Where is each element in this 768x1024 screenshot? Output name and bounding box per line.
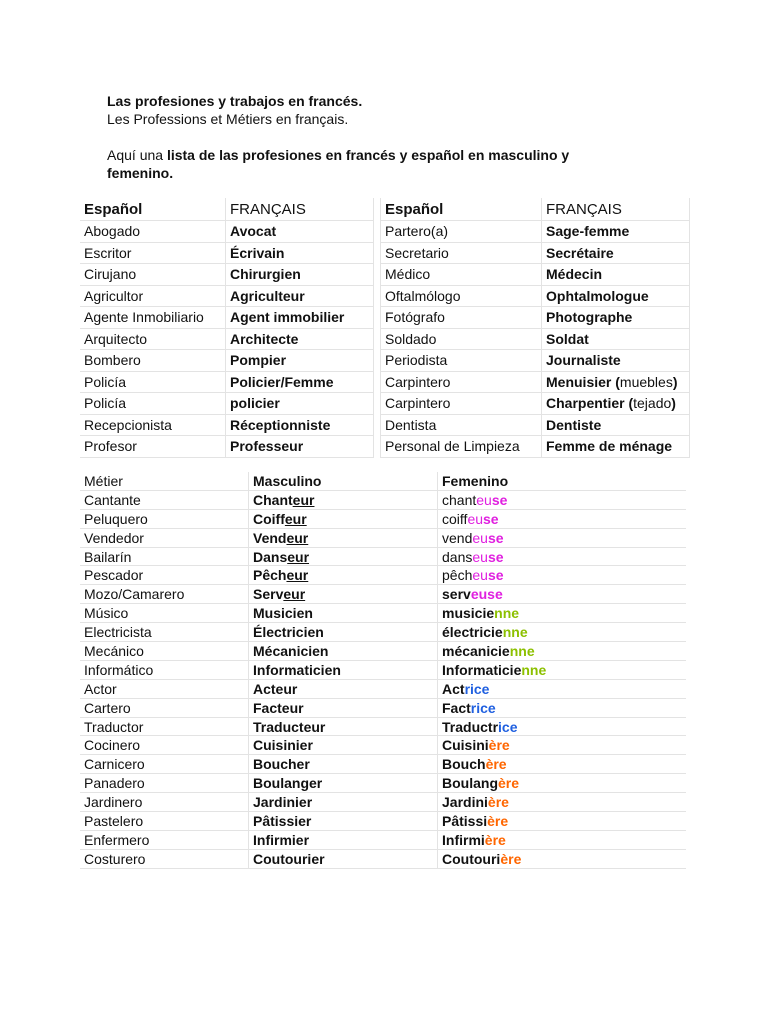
table-cell: Periodista	[381, 350, 542, 372]
table-cell: Chirurgien	[226, 264, 374, 286]
table-cell: Secrétaire	[542, 242, 690, 264]
feminine-stem: électricie	[442, 624, 503, 641]
table-row	[80, 371, 690, 393]
table-header-cell: Métier	[80, 472, 249, 490]
table-row	[80, 623, 686, 642]
column-gap	[374, 371, 381, 393]
spanish-term: Panadero	[80, 774, 249, 793]
table-row	[80, 328, 690, 350]
table-row	[80, 604, 686, 623]
spanish-term: Carnicero	[80, 755, 249, 774]
table-row	[80, 660, 686, 679]
table-header-row	[80, 198, 690, 221]
table-cell-with-note	[542, 393, 690, 415]
feminine-form	[438, 566, 687, 585]
feminine-form	[438, 490, 687, 509]
table-cell: Partero(a)	[381, 221, 542, 243]
spanish-term: Mecánico	[80, 642, 249, 661]
table-cell: Escritor	[80, 242, 226, 264]
table-header-cell: Masculino	[249, 472, 438, 490]
spanish-term: Costurero	[80, 849, 249, 868]
cell-note: tejado	[633, 395, 672, 412]
masculine-ending: eur	[284, 510, 307, 527]
intro-paragraph	[107, 146, 627, 182]
spanish-term: Peluquero	[80, 509, 249, 528]
masculine-stem: Traducteur	[253, 718, 326, 735]
feminine-ending: se	[487, 586, 503, 603]
feminine-stem: coiff	[442, 510, 468, 527]
masculine-form	[249, 698, 438, 717]
feminine-stem: dans	[442, 548, 473, 565]
masculine-form	[249, 849, 438, 868]
masculine-ending: eur	[286, 529, 309, 546]
table-row	[80, 849, 686, 868]
table-cell: Abogado	[80, 221, 226, 243]
table-row	[80, 414, 690, 436]
masculine-stem: Pêch	[253, 567, 287, 584]
professions-table	[80, 198, 690, 458]
table-row	[80, 307, 690, 329]
table-row	[80, 755, 686, 774]
table-row	[80, 350, 690, 372]
masculine-stem: Boulanger	[253, 775, 323, 792]
spanish-term: Pescador	[80, 566, 249, 585]
feminine-stem: Infirmi	[442, 831, 485, 848]
table-row	[80, 774, 686, 793]
table-cell: Ophtalmologue	[542, 285, 690, 307]
masculine-stem: Chant	[253, 491, 293, 508]
feminine-ending: se	[491, 491, 508, 508]
column-gap	[374, 285, 381, 307]
spanish-term: Bailarín	[80, 547, 249, 566]
spanish-term: Electricista	[80, 623, 249, 642]
masculine-stem: Mécanicien	[253, 642, 329, 659]
feminine-ending-mid: eu	[472, 529, 488, 546]
feminine-stem: vend	[442, 529, 473, 546]
table-row	[80, 566, 686, 585]
table-cell: Profesor	[80, 436, 226, 458]
table-cell: policier	[226, 393, 374, 415]
feminine-ending: se	[487, 567, 504, 584]
masculine-stem: Boucher	[253, 756, 310, 773]
intro-bold: lista de las profesiones en francés y español en masculino y femenino.	[107, 147, 570, 181]
page-subtitle: Les Professions et Métiers en français.	[107, 111, 349, 127]
masculine-stem: Jardinier	[253, 794, 313, 811]
table-cell: Avocat	[226, 221, 374, 243]
feminine-form	[438, 547, 687, 566]
feminine-ending: ère	[485, 756, 507, 773]
masculine-stem: Informaticien	[253, 661, 341, 678]
masculine-stem: Musicien	[253, 605, 313, 622]
feminine-stem: Pâtissi	[442, 812, 488, 829]
table-cell: Dentiste	[542, 414, 690, 436]
feminine-ending: ice	[498, 718, 518, 735]
feminine-ending-mid: eu	[470, 586, 488, 603]
table-cell: Policía	[80, 371, 226, 393]
table-cell: Soldat	[542, 328, 690, 350]
spanish-term: Traductor	[80, 717, 249, 736]
table-cell: Bombero	[80, 350, 226, 372]
masculine-ending: eur	[286, 567, 309, 584]
table-row	[80, 679, 686, 698]
table-cell: Cirujano	[80, 264, 226, 286]
feminine-form	[438, 849, 687, 868]
feminine-form	[438, 585, 687, 604]
spanish-term: Cocinero	[80, 736, 249, 755]
table-cell: Architecte	[226, 328, 374, 350]
masculine-form	[249, 830, 438, 849]
table-cell: Journaliste	[542, 350, 690, 372]
masculine-form	[249, 812, 438, 831]
table-cell: Réceptionniste	[226, 414, 374, 436]
feminine-ending: ère	[487, 794, 509, 811]
masculine-form	[249, 717, 438, 736]
table-header-cell: FRANÇAIS	[226, 198, 374, 221]
table-row	[80, 812, 686, 831]
spanish-term: Enfermero	[80, 830, 249, 849]
masculine-stem: Pâtissier	[253, 812, 312, 829]
table-header-cell: FRANÇAIS	[542, 198, 690, 221]
feminine-ending: se	[487, 529, 504, 546]
masculine-stem: Coiff	[253, 510, 285, 527]
feminine-ending-mid: eu	[472, 548, 488, 565]
column-gap	[374, 350, 381, 372]
cell-note: muebles	[619, 373, 673, 390]
masculine-form	[249, 736, 438, 755]
feminine-form	[438, 717, 687, 736]
feminine-stem: Fact	[442, 699, 471, 716]
table-row	[80, 547, 686, 566]
feminine-ending: nne	[502, 624, 528, 641]
masculine-form	[249, 547, 438, 566]
table-cell: Écrivain	[226, 242, 374, 264]
table-cell: Agricultor	[80, 285, 226, 307]
table-row	[80, 585, 686, 604]
table-cell: Policier/Femme	[226, 371, 374, 393]
feminine-stem: pêch	[442, 567, 473, 584]
table-cell: Médico	[381, 264, 542, 286]
table-cell: Dentista	[381, 414, 542, 436]
cell-stem: Charpentier (	[546, 395, 634, 412]
feminine-stem: serv	[442, 586, 471, 603]
feminine-form	[438, 793, 687, 812]
masculine-stem: Infirmier	[253, 831, 310, 848]
masculine-ending: eur	[283, 586, 306, 603]
table-cell: Femme de ménage	[542, 436, 690, 458]
masculine-form	[249, 755, 438, 774]
feminine-ending: rice	[464, 680, 490, 697]
feminine-form	[438, 830, 687, 849]
table-row	[80, 717, 686, 736]
table-cell: Recepcionista	[80, 414, 226, 436]
column-gap	[374, 221, 381, 243]
feminine-stem: chant	[442, 491, 477, 508]
masculine-stem: Cuisinier	[253, 737, 313, 754]
table-cell: Sage-femme	[542, 221, 690, 243]
feminine-form	[438, 623, 687, 642]
column-gap	[374, 264, 381, 286]
feminine-stem: Jardini	[442, 794, 488, 811]
feminine-ending-mid: eu	[472, 567, 488, 584]
feminine-stem: Act	[442, 680, 465, 697]
feminine-form	[438, 736, 687, 755]
masculine-stem: Serv	[253, 586, 284, 603]
table-row	[80, 221, 690, 243]
table-row	[80, 698, 686, 717]
table-cell: Arquitecto	[80, 328, 226, 350]
spanish-term: Cantante	[80, 490, 249, 509]
feminine-ending-mid: eu	[476, 491, 492, 508]
spanish-term: Cartero	[80, 698, 249, 717]
cell-close: )	[671, 395, 676, 412]
table-cell: Policía	[80, 393, 226, 415]
feminine-form	[438, 812, 687, 831]
feminine-ending-mid: eu	[467, 510, 484, 527]
masculine-form	[249, 566, 438, 585]
table-cell: Agriculteur	[226, 285, 374, 307]
feminine-form	[438, 774, 687, 793]
feminine-form	[438, 698, 687, 717]
table-cell: Agente Inmobiliario	[80, 307, 226, 329]
table-cell: Agent immobilier	[226, 307, 374, 329]
feminine-ending: nne	[509, 642, 535, 659]
column-gap	[374, 328, 381, 350]
feminine-ending: ère	[488, 737, 510, 754]
feminine-form	[438, 660, 687, 679]
feminine-stem: Informaticie	[442, 661, 522, 678]
masculine-stem: Électricien	[253, 624, 324, 641]
table-cell: Secretario	[381, 242, 542, 264]
intro-plain: Aquí una	[107, 147, 167, 163]
page-title: Las profesiones y trabajos en francés.	[107, 93, 363, 109]
table-row	[80, 285, 690, 307]
masculine-form	[249, 642, 438, 661]
table-cell: Fotógrafo	[381, 307, 542, 329]
table-cell-with-note	[542, 371, 690, 393]
masculine-form	[249, 585, 438, 604]
masculine-stem: Vend	[253, 529, 287, 546]
spanish-term: Jardinero	[80, 793, 249, 812]
masculine-form	[249, 490, 438, 509]
page-heading	[107, 92, 647, 128]
feminine-stem: Coutouri	[442, 850, 501, 867]
feminine-form	[438, 679, 687, 698]
table-cell: Médecin	[542, 264, 690, 286]
table-header-cell: Femenino	[438, 472, 687, 490]
table-row	[80, 242, 690, 264]
table-header-cell: Español	[80, 198, 226, 221]
spanish-term: Vendedor	[80, 528, 249, 547]
feminine-ending: nne	[521, 661, 547, 678]
feminine-ending: ère	[498, 775, 520, 792]
table-row	[80, 264, 690, 286]
masculine-ending: eur	[287, 548, 310, 565]
table-cell: Pompier	[226, 350, 374, 372]
table-row	[80, 642, 686, 661]
table-cell: Carpintero	[381, 393, 542, 415]
spanish-term: Actor	[80, 679, 249, 698]
feminine-stem: musicie	[442, 605, 495, 622]
feminine-ending: ère	[484, 831, 506, 848]
table-header-cell: Español	[381, 198, 542, 221]
feminine-stem: Boulang	[442, 775, 498, 792]
table-row	[80, 393, 690, 415]
feminine-form	[438, 528, 687, 547]
feminine-ending: rice	[470, 699, 496, 716]
table-row	[80, 830, 686, 849]
spanish-term: Músico	[80, 604, 249, 623]
masculine-form	[249, 604, 438, 623]
feminine-form	[438, 509, 687, 528]
feminine-stem: Traductr	[442, 718, 499, 735]
masculine-form	[249, 679, 438, 698]
masculine-form	[249, 528, 438, 547]
feminine-stem: Bouch	[442, 756, 486, 773]
column-gap	[374, 436, 381, 458]
spanish-term: Mozo/Camarero	[80, 585, 249, 604]
masculine-form	[249, 623, 438, 642]
spanish-term: Pastelero	[80, 812, 249, 831]
table-row	[80, 736, 686, 755]
feminine-ending: se	[483, 510, 499, 527]
table-cell: Carpintero	[381, 371, 542, 393]
feminine-form	[438, 642, 687, 661]
feminine-ending: se	[487, 548, 504, 565]
feminine-stem: mécanicie	[442, 642, 510, 659]
column-gap	[374, 393, 381, 415]
spanish-term: Informático	[80, 660, 249, 679]
column-gap	[374, 198, 381, 221]
feminine-ending: ère	[500, 850, 522, 867]
table-cell: Soldado	[381, 328, 542, 350]
masculine-stem: Dans	[253, 548, 288, 565]
feminine-stem: Cuisini	[442, 737, 489, 754]
masculine-stem: Coutourier	[253, 850, 325, 867]
table-cell: Oftalmólogo	[381, 285, 542, 307]
cell-stem: Menuisier (	[546, 373, 620, 390]
column-gap	[374, 307, 381, 329]
masculine-stem: Acteur	[253, 680, 298, 697]
masculine-form	[249, 774, 438, 793]
table-row	[80, 528, 686, 547]
table-cell: Personal de Limpieza	[381, 436, 542, 458]
table-header-row	[80, 472, 686, 490]
gender-forms-table	[80, 472, 686, 869]
masculine-form	[249, 793, 438, 812]
cell-close: )	[672, 373, 678, 390]
table-cell: Professeur	[226, 436, 374, 458]
masculine-form	[249, 660, 438, 679]
feminine-ending: nne	[494, 605, 520, 622]
column-gap	[374, 242, 381, 264]
table-row	[80, 490, 686, 509]
feminine-form	[438, 755, 687, 774]
table-row	[80, 509, 686, 528]
table-cell: Photographe	[542, 307, 690, 329]
masculine-stem: Facteur	[253, 699, 304, 716]
masculine-form	[249, 509, 438, 528]
table-row	[80, 436, 690, 458]
column-gap	[374, 414, 381, 436]
masculine-ending: eur	[292, 491, 315, 508]
feminine-ending: ère	[487, 812, 509, 829]
feminine-form	[438, 604, 687, 623]
table-row	[80, 793, 686, 812]
